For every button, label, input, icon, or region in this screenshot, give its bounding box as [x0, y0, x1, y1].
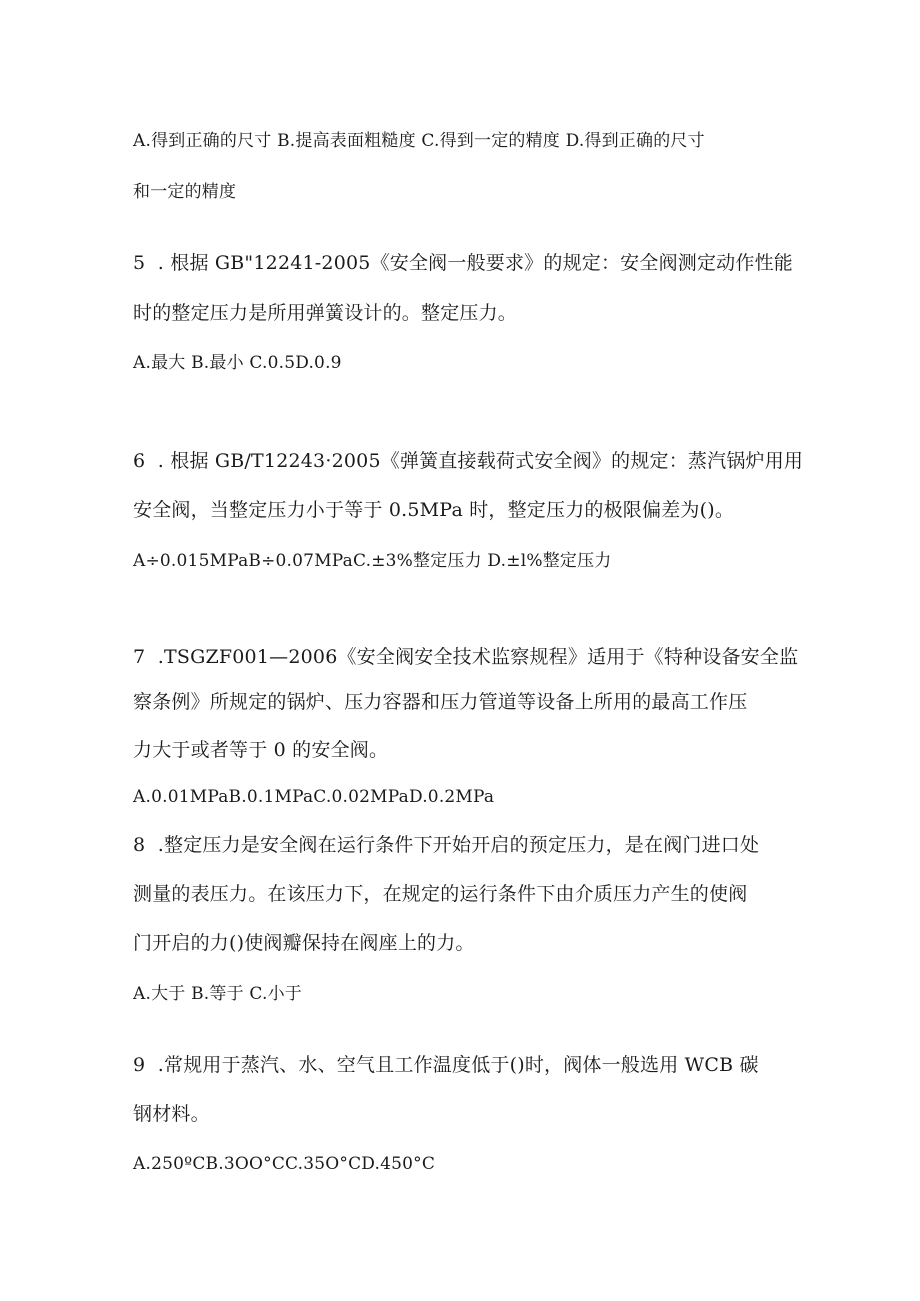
q6-options: A÷0.015MPaB÷0.07MPaC.±3%整定压力 D.±l%整定压力 — [133, 551, 612, 571]
q8-options: A.大于 B.等于 C.小于 — [133, 984, 302, 1004]
q7-options: A.0.01MPaB.0.1MPaC.0.02MPaD.0.2MPa — [133, 787, 495, 807]
q9-text-line-1: 9 .常规用于蒸汽、水、空气且工作温度低于()时，阀体一般选用 WCB 碳 — [133, 1054, 759, 1076]
q8-text-line-2: 测量的表压力。在该压力下，在规定的运行条件下由介质压力产生的使阀 — [133, 883, 748, 905]
q7-text-line-2: 察条例》所规定的锅炉、压力容器和压力管道等设备上所用的最高工作压 — [133, 691, 748, 713]
q6-text-line-1: 6 . 根据 GB/T12243·2005《弹簧直接载荷式安全阀》的规定：蒸汽锅炉用用 — [133, 450, 804, 472]
q6-text-line-2: 安全阀，当整定压力小于等于 0.5MPa 时，整定压力的极限偏差为()。 — [133, 499, 735, 521]
q9-options: A.250ºCB.3OO°CC.35O°CD.450°C — [133, 1154, 436, 1174]
q9-text-line-2: 钢材料。 — [133, 1103, 210, 1125]
q8-text-line-1: 8 .整定压力是安全阀在运行条件下开始开启的预定压力，是在阀门进口处 — [133, 834, 760, 856]
q8-text-line-3: 门开启的力()使阀瓣保持在阀座上的力。 — [133, 932, 475, 954]
q7-text-line-1: 7 .TSGZF001—2006《安全阀安全技术监察规程》适用于《特种设备安全监 — [133, 646, 799, 668]
q5-text-line-2: 时的整定压力是所用弹簧设计的。整定压力。 — [133, 302, 518, 324]
q7-text-line-3: 力大于或者等于 0 的安全阀。 — [133, 739, 389, 761]
q5-text-line-1: 5 . 根据 GB"12241-2005《安全阀一般要求》的规定：安全阀测定动作性能 — [133, 252, 793, 274]
q4-options-line-2: 和一定的精度 — [133, 182, 237, 202]
q5-options: A.最大 B.最小 C.0.5D.0.9 — [133, 353, 342, 373]
q4-options-line-1: A.得到正确的尺寸 B.提高表面粗糙度 C.得到一定的精度 D.得到正确的尺寸 — [133, 131, 705, 151]
